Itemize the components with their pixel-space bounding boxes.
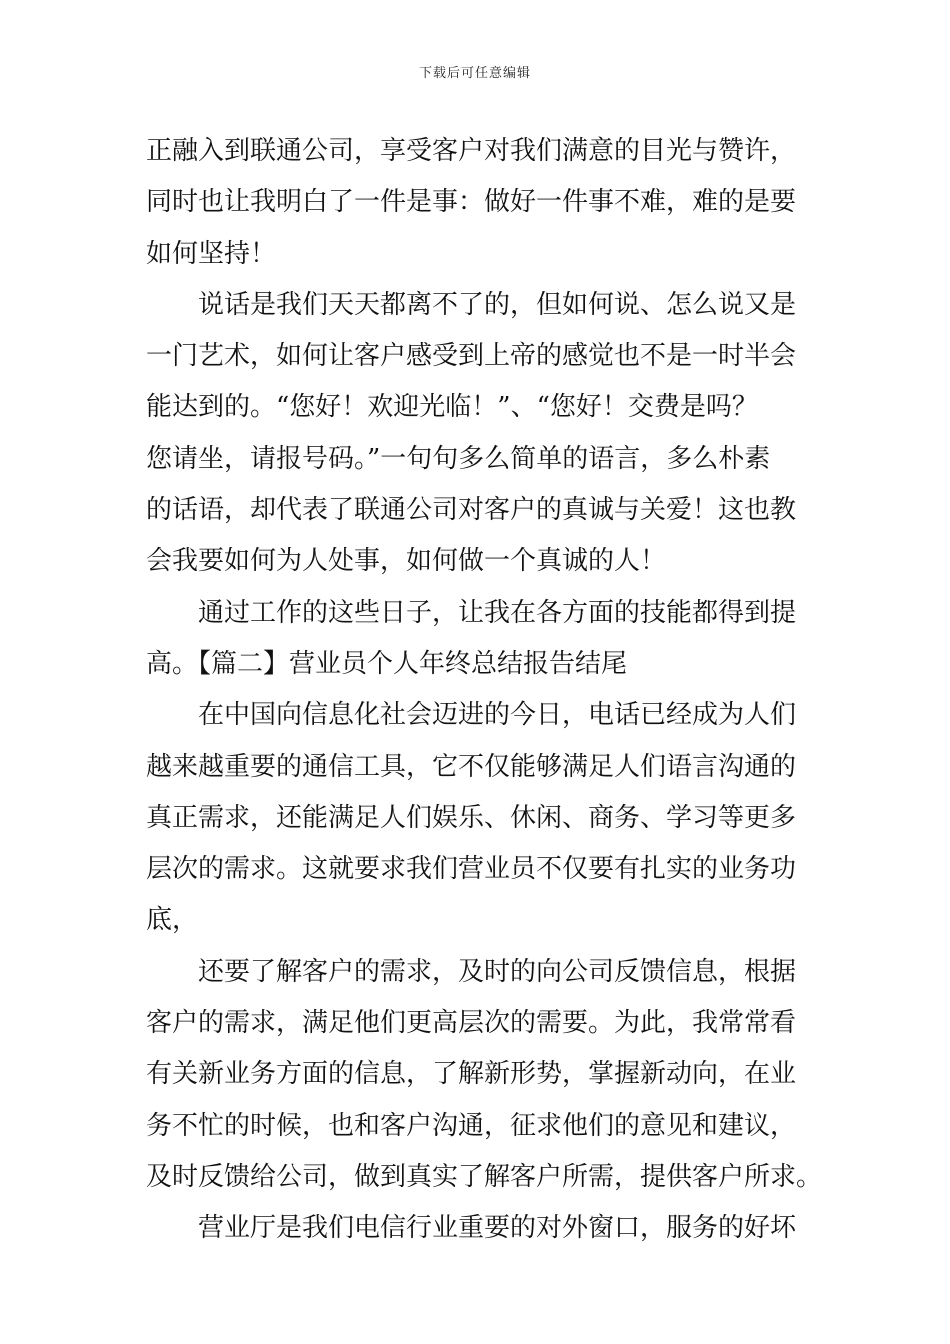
text-line: 说话是我们天天都离不了的，但如何说、怎么说又是 — [198, 289, 797, 320]
text-line: 越来越重要的通信工具，它不仅能够满足人们语言沟通的 — [146, 751, 797, 782]
text-line: 及时反馈给公司，做到真实了解客户所需，提供客户所求。 — [146, 1161, 823, 1192]
text-line: 会我要如何为人处事，如何做一个真诚的人！ — [146, 546, 667, 577]
text-line: 客户的需求，满足他们更高层次的需要。为此，我常常看 — [146, 1008, 797, 1039]
text-line: 如何坚持！ — [146, 238, 277, 269]
text-line: 您请坐，请报号码。”一句句多么简单的语言，多么朴素 — [146, 443, 771, 474]
text-line: 务不忙的时候，也和客户沟通，征求他们的意见和建议， — [146, 1110, 797, 1141]
body-text — [146, 126, 823, 1255]
page-header: 下载后可任意编辑 — [418, 66, 531, 81]
text-line: 底， — [146, 905, 199, 936]
text-line: 有关新业务方面的信息，了解新形势，掌握新动向，在业 — [146, 1059, 797, 1090]
text-line: 的话语，却代表了联通公司对客户的真诚与关爱！这也教 — [146, 495, 797, 526]
text-line: 真正需求，还能满足人们娱乐、休闲、商务、学习等更多 — [146, 802, 797, 833]
text-line: 同时也让我明白了一件是事：做好一件事不难，难的是要 — [146, 187, 797, 218]
text-line: 在中国向信息化社会迈进的今日，电话已经成为人们 — [198, 700, 797, 731]
text-line: 高。【篇二】营业员个人年终总结报告结尾 — [146, 648, 628, 679]
text-line: 营业厅是我们电信行业重要的对外窗口，服务的好坏 — [198, 1213, 797, 1244]
text-line: 还要了解客户的需求，及时的向公司反馈信息，根据 — [198, 956, 797, 987]
text-line: 层次的需求。这就要求我们营业员不仅要有扎实的业务功 — [146, 854, 797, 885]
text-line: 通过工作的这些日子，让我在各方面的技能都得到提 — [198, 597, 797, 628]
text-line: 一门艺术，如何让客户感受到上帝的感觉也不是一时半会 — [146, 341, 797, 372]
text-line: 能达到的。“您好！欢迎光临！”、“您好！交费是吗？ — [146, 392, 758, 423]
text-line: 正融入到联通公司，享受客户对我们满意的目光与赞许， — [146, 136, 797, 166]
